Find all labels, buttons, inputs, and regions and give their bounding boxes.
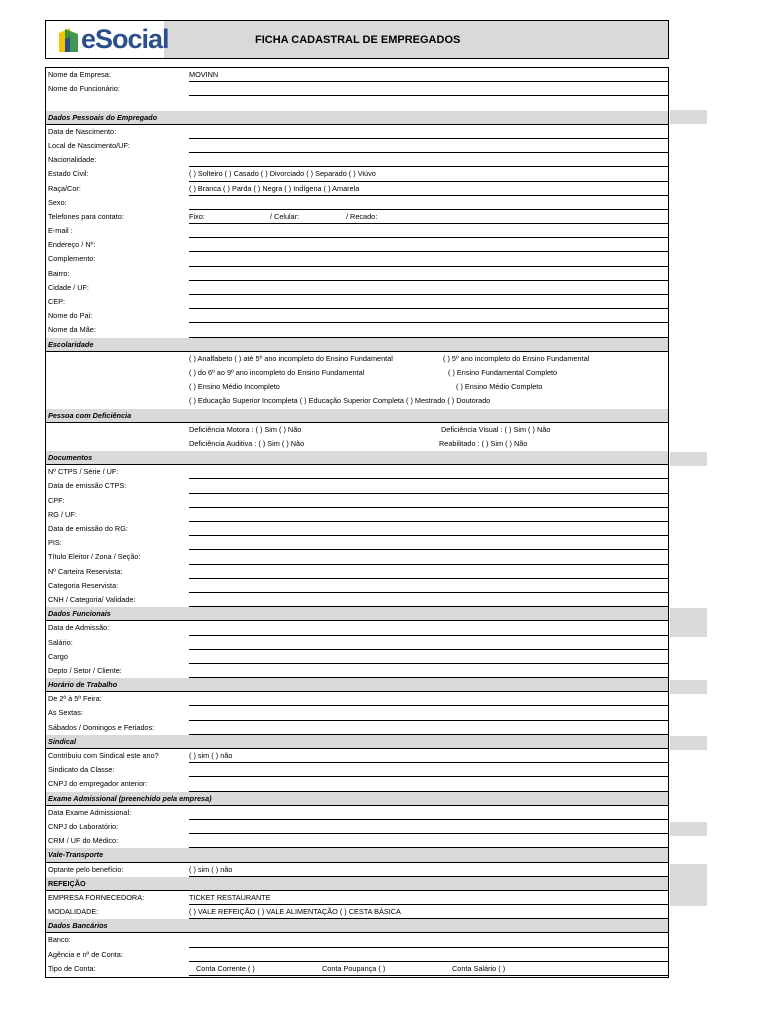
side-shade <box>670 822 707 836</box>
field-label: As Sextas: <box>48 708 83 718</box>
field-label: Nome do Pai: <box>48 311 93 321</box>
form-row <box>46 933 668 947</box>
field-label: Salário: <box>48 637 73 647</box>
section-title: Horário de Trabalho <box>48 680 118 690</box>
form-row <box>46 891 668 905</box>
field-label: Complemento: <box>48 254 96 264</box>
form-row <box>46 238 668 252</box>
section-header <box>46 338 668 352</box>
form-row <box>46 905 668 919</box>
field-label: Estado Civil: <box>48 169 89 179</box>
field-value: Deficiência Motora : ( ) Sim ( ) Não <box>189 424 302 434</box>
field-label: Banco: <box>48 935 71 945</box>
field-value: ( ) Ensino Fundamental Completo <box>448 367 558 377</box>
form-row <box>46 182 668 196</box>
field-label: De 2ª à 5ª Feira: <box>48 694 102 704</box>
field-label: CNH / Categoria/ Validade: <box>48 594 136 604</box>
field-label: Nacionalidade: <box>48 155 97 165</box>
field-label: Tipo de Conta: <box>48 963 96 973</box>
side-shade <box>670 736 707 750</box>
form-row <box>46 352 668 366</box>
field-value: ( ) sim ( ) não <box>189 751 233 760</box>
field-label: Título Eleitor / Zona / Seção: <box>48 552 141 562</box>
form-row <box>46 721 668 735</box>
field-label: Data de Nascimento: <box>48 126 117 136</box>
form-row <box>46 210 668 224</box>
section-title: Exame Admissional (preenchido pela empresa) <box>48 793 212 803</box>
form-row <box>46 281 668 295</box>
field-label: Agência e nº de Conta: <box>48 949 123 959</box>
form-row <box>46 252 668 266</box>
field-label: Sindicato da Classe: <box>48 765 115 775</box>
form-row <box>46 366 668 380</box>
field-value: Conta Corrente ( ) <box>196 963 255 973</box>
field-value: ( ) VALE REFEIÇÃO ( ) VALE ALIMENTAÇÃO ( ) CESTA BÁSICA <box>189 907 401 917</box>
field-label: Categoria Reservista: <box>48 580 119 590</box>
field-value: ( ) sim ( ) não <box>189 864 233 874</box>
form-row <box>46 96 668 110</box>
field-value: Deficiência Visual : ( ) Sim ( ) Não <box>441 424 551 434</box>
form-row <box>46 749 668 763</box>
form-row <box>46 806 668 820</box>
form-row <box>46 423 668 437</box>
section-header <box>46 848 668 862</box>
form-row <box>46 763 668 777</box>
section-title: Documentos <box>48 453 93 463</box>
form-row <box>46 650 668 664</box>
field-value: Conta Salário ( ) <box>452 963 506 973</box>
form-row <box>46 863 668 877</box>
field-label: Cidade / UF: <box>48 282 89 292</box>
field-value: ( ) Educação Superior Incompleta ( ) Educação Superior Completa ( ) Mestrado ( ) Doutorado <box>189 396 491 406</box>
field-label: PIS: <box>48 538 62 548</box>
field-label: EMPRESA FORNECEDORA: <box>48 892 145 902</box>
section-header <box>46 451 668 465</box>
field-value: Deficiência Auditiva : ( ) Sim ( ) Não <box>189 438 305 448</box>
form-rows <box>46 68 668 976</box>
form-row <box>46 579 668 593</box>
section-title: Dados Pessoais do Empregado <box>48 112 158 122</box>
field-label: Data de Admissão: <box>48 623 110 633</box>
form-row <box>46 394 668 408</box>
section-title: REFEIÇÃO <box>48 878 86 888</box>
field-value: Fixo: <box>189 211 205 221</box>
form-row <box>46 465 668 479</box>
form-row <box>46 437 668 451</box>
form-row <box>46 295 668 309</box>
section-header <box>46 792 668 806</box>
form-row <box>46 522 668 536</box>
field-value: / Recado: <box>346 211 378 221</box>
field-label: Nome da Mãe: <box>48 325 96 335</box>
section-header <box>46 409 668 423</box>
side-shade <box>670 680 707 694</box>
field-value: ( ) Ensino Médio Completo <box>456 382 543 392</box>
field-label: Sábados / Domingos e Feriados: <box>48 722 155 732</box>
field-label: CPF: <box>48 495 65 505</box>
field-label: CNPJ do Laboratório: <box>48 821 119 831</box>
form-row <box>46 593 668 607</box>
section-header <box>46 919 668 933</box>
form-row <box>46 224 668 238</box>
form-row <box>46 479 668 493</box>
field-label: Cargo <box>48 651 68 661</box>
field-label: Sexo: <box>48 197 67 207</box>
form-row <box>46 820 668 834</box>
form-row <box>46 962 668 976</box>
form-row <box>46 664 668 678</box>
field-label: Contribuiu com Sindical este ano? <box>48 751 159 760</box>
field-value: Reabilitado : ( ) Sim ( ) Não <box>439 438 528 448</box>
section-title: Escolaridade <box>48 339 94 349</box>
form-row <box>46 267 668 281</box>
section-title: Pessoa com Deficiência <box>48 410 132 420</box>
form-row <box>46 196 668 210</box>
section-title: Dados Bancários <box>48 921 108 931</box>
field-label: Optante pelo benefício: <box>48 864 124 874</box>
form-row <box>46 621 668 635</box>
form-row <box>46 834 668 848</box>
field-label: RG / UF: <box>48 509 77 519</box>
field-label: Nº CTPS / Série / UF: <box>48 467 119 477</box>
form-row <box>46 323 668 337</box>
section-header <box>46 678 668 692</box>
field-label: Nome da Empresa: <box>48 70 111 79</box>
field-value: Conta Poupança ( ) <box>322 963 386 973</box>
form-row <box>46 380 668 394</box>
side-shade <box>670 110 707 124</box>
form-row <box>46 550 668 564</box>
form-row <box>46 636 668 650</box>
field-label: CRM / UF do Médico: <box>48 836 119 846</box>
form-row <box>46 68 668 82</box>
side-shade <box>670 452 707 466</box>
field-label: Endereço / Nº: <box>48 240 96 250</box>
form-row <box>46 536 668 550</box>
section-header <box>46 877 668 891</box>
field-value: ( ) Solteiro ( ) Casado ( ) Divorciado ( ) Separado ( ) Viúvo <box>189 169 376 179</box>
form-row <box>46 82 668 96</box>
form-row <box>46 508 668 522</box>
field-label: Telefones para contato: <box>48 211 124 221</box>
field-label: CEP: <box>48 297 66 306</box>
form-row <box>46 309 668 323</box>
side-shade <box>670 608 707 637</box>
logo-text: eSocial <box>81 24 169 54</box>
field-label: Data de emissão do RG: <box>48 524 128 533</box>
form-row <box>46 692 668 706</box>
form-row <box>46 494 668 508</box>
field-value: ( ) 5º ano incompleto do Ensino Fundamental <box>443 353 590 363</box>
section-title: Vale-Transporte <box>48 850 104 860</box>
section-header <box>46 735 668 749</box>
field-label: Bairro: <box>48 268 70 278</box>
form-row <box>46 139 668 153</box>
field-label: Data Exame Admissional: <box>48 807 132 817</box>
section-header <box>46 111 668 125</box>
field-value: ( ) do 6º ao 9º ano incompleto do Ensino Fundamental <box>189 367 365 377</box>
field-label: Data de emissão CTPS: <box>48 481 127 491</box>
form-row <box>46 948 668 962</box>
field-value: / Celular: <box>270 211 300 221</box>
field-value: ( ) Branca ( ) Parda ( ) Negra ( ) Indígena ( ) Amarela <box>189 183 360 193</box>
field-value: TICKET RESTAURANTE <box>189 892 271 902</box>
form-row <box>46 125 668 139</box>
form-row <box>46 565 668 579</box>
form-row <box>46 777 668 791</box>
field-value: MOVINN <box>189 70 219 79</box>
side-shade <box>670 864 707 906</box>
field-value: ( ) Analfabeto ( ) até 5º ano incompleto do Ensino Fundamental <box>189 353 393 363</box>
section-title: Dados Funcionais <box>48 609 111 619</box>
esocial-logo-icon <box>56 25 80 55</box>
form-row <box>46 153 668 167</box>
page-title: FICHA CADASTRAL DE EMPREGADOS <box>255 34 461 46</box>
field-label: Raça/Cor: <box>48 183 81 193</box>
field-label: MODALIDADE: <box>48 907 99 917</box>
field-label: Depto / Setor / Cliente: <box>48 665 122 675</box>
field-value: ( ) Ensino Médio Incompleto <box>189 382 280 392</box>
field-label: CNPJ do empregador anterior: <box>48 779 148 789</box>
field-label: E-mail : <box>48 226 73 236</box>
field-label: Local de Nascimento/UF: <box>48 140 130 150</box>
section-title: Sindical <box>48 736 76 746</box>
form-row <box>46 706 668 720</box>
field-label: Nome do Funcionário: <box>48 84 120 94</box>
form-row <box>46 167 668 181</box>
section-header <box>46 607 668 621</box>
field-label: Nº Carteira Reservista: <box>48 566 123 576</box>
